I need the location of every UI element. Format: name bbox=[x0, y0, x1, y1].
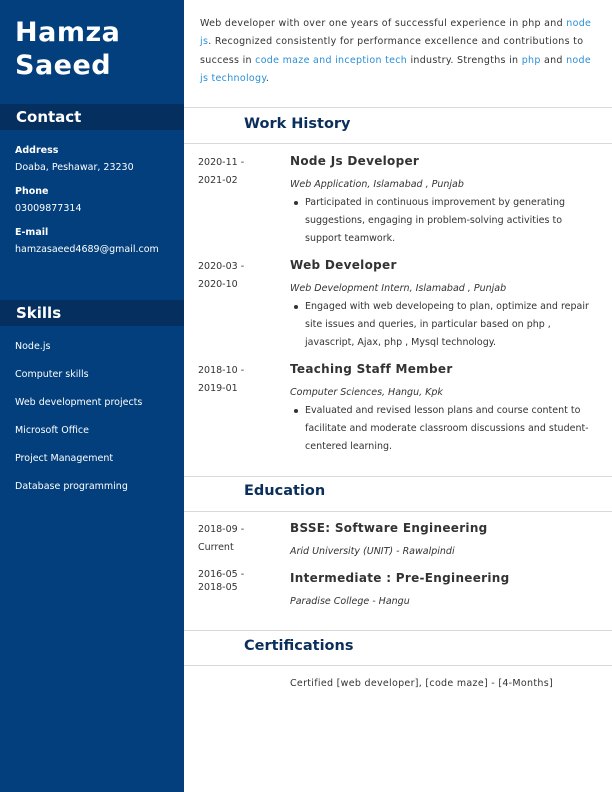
section-divider bbox=[184, 107, 612, 108]
summary-text: . bbox=[265, 73, 270, 85]
job-duties bbox=[290, 194, 595, 248]
section-divider bbox=[184, 665, 612, 666]
skill-item: Microsoft Office bbox=[15, 425, 89, 436]
summary-text: and bbox=[540, 54, 567, 66]
job-employer: Computer Sciences, Hangu, Kpk bbox=[290, 387, 443, 398]
degree-title: Intermediate : Pre-Engineering bbox=[290, 571, 510, 585]
professional-summary bbox=[200, 15, 595, 89]
job-employer: Web Development Intern, Islamabad , Punjab bbox=[290, 283, 507, 294]
skill-item: Database programming bbox=[15, 481, 128, 492]
skill-item: Project Management bbox=[15, 453, 114, 464]
email-label: E-mail bbox=[15, 227, 49, 238]
institution: Paradise College - Hangu bbox=[290, 596, 410, 607]
skill-item: Computer skills bbox=[15, 369, 89, 380]
address-label: Address bbox=[15, 145, 59, 156]
job-date: 2020-03 - 2020-10 bbox=[198, 261, 245, 290]
summary-text: Web developer with over one years of successful experience in php and bbox=[200, 18, 567, 29]
job-duties bbox=[290, 402, 595, 456]
summary-highlight: php bbox=[521, 54, 541, 66]
job-date: 2020-11 - 2021-02 bbox=[198, 157, 245, 186]
job-title: Node Js Developer bbox=[290, 154, 420, 168]
job-date: 2018-10 - 2019-01 bbox=[198, 365, 245, 394]
duty-item: Participated in continuous improvement by generating suggestions, engaging in problem-solving activities to support teamwork. bbox=[290, 194, 595, 248]
sidebar bbox=[0, 0, 184, 792]
section-divider bbox=[184, 630, 612, 631]
phone-value: 03009877314 bbox=[15, 203, 82, 214]
email-value[interactable]: hamzasaeed4689@gmail.com bbox=[15, 244, 159, 255]
job-duties bbox=[290, 298, 595, 352]
section-divider bbox=[184, 143, 612, 144]
work-history-heading: Work History bbox=[244, 116, 351, 132]
job-title: Web Developer bbox=[290, 258, 397, 272]
section-divider bbox=[184, 476, 612, 477]
first-name: Hamza bbox=[15, 17, 121, 48]
summary-text: . Recognized consistently for performance excellence and contributions to success in bbox=[200, 36, 584, 66]
address-value: Doaba, Peshawar, 23230 bbox=[15, 162, 134, 173]
skill-item: Web development projects bbox=[15, 397, 143, 408]
last-name: Saeed bbox=[15, 50, 112, 81]
certifications-heading: Certifications bbox=[244, 638, 354, 654]
certification-item: Certified [web developer], [code maze] - [4-Months] bbox=[290, 678, 553, 689]
duty-item: Evaluated and revised lesson plans and course content to facilitate and moderate classroom discussions and student-centered learning. bbox=[290, 402, 595, 456]
summary-highlight: code maze and inception tech bbox=[255, 54, 408, 66]
phone-label: Phone bbox=[15, 186, 49, 197]
education-date: 2016-05 - 2018-05 bbox=[198, 569, 245, 593]
contact-heading: Contact bbox=[0, 104, 184, 130]
degree-title: BSSE: Software Engineering bbox=[290, 521, 488, 535]
education-heading: Education bbox=[244, 483, 326, 499]
job-title: Teaching Staff Member bbox=[290, 362, 453, 376]
institution: Arid University (UNIT) - Rawalpindi bbox=[290, 546, 455, 557]
skills-heading: Skills bbox=[0, 300, 184, 326]
job-employer: Web Application, Islamabad , Punjab bbox=[290, 179, 464, 190]
duty-item: Engaged with web developeing to plan, optimize and repair site issues and queries, in particular based on php , javascript, Ajax, php , Mysql technology. bbox=[290, 298, 595, 352]
candidate-name bbox=[15, 16, 120, 82]
summary-highlight: node js technology bbox=[200, 54, 592, 85]
section-divider bbox=[184, 511, 612, 512]
summary-highlight: node js bbox=[200, 18, 592, 48]
summary-text: industry. Strengths in bbox=[407, 54, 522, 66]
education-date: 2018-09 - Current bbox=[198, 524, 245, 553]
skill-item: Node.js bbox=[15, 341, 51, 352]
